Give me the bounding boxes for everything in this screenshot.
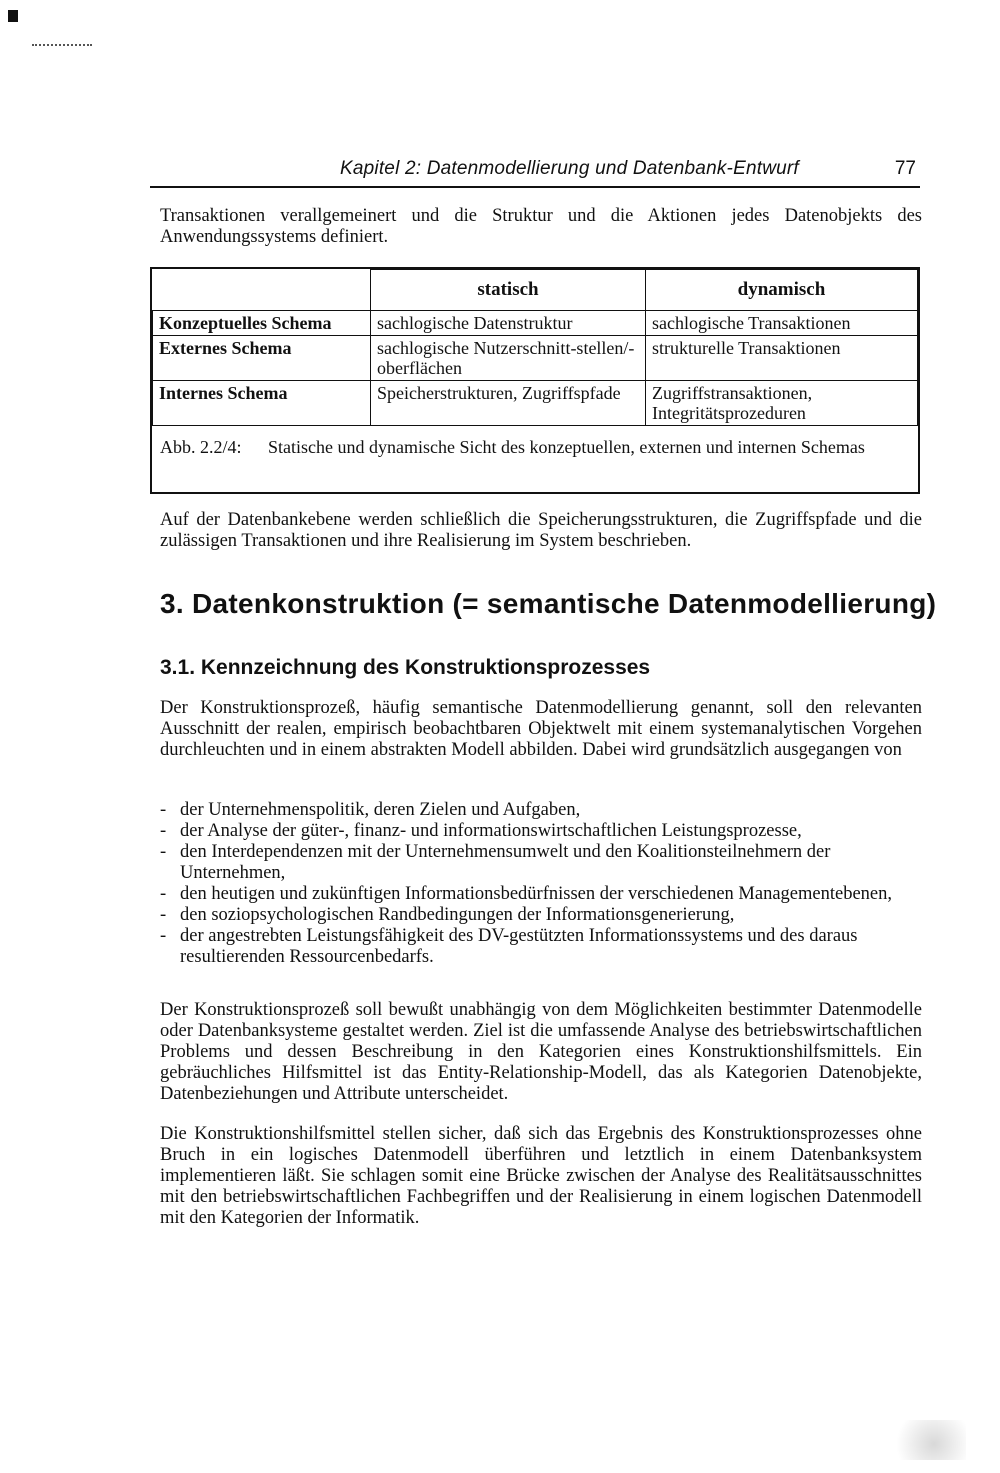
bullet-dash: - bbox=[160, 905, 167, 925]
body-paragraph-3: Die Konstruktionshilfsmittel stellen sicher, daß sich das Ergebnis des Konstruktionsprozesses ohne Bruch in ein logisches Datenmodell überführen und letztlich in einem Datenbanksystem implementieren läßt. Sie schlagen somit eine Brücke zwischen der Analyse des Realitätsausschnittes mit den betriebswirtschaftlichen Fachbegriffen und der Realisierung in einem logischen Datenmodell mit den Kategorien der Informatik. bbox=[160, 1124, 922, 1228]
caption-text: Statische und dynamische Sicht des konzeptuellen, externen und internen Schemas bbox=[268, 437, 865, 457]
bullet-list bbox=[160, 800, 922, 968]
schema-figure bbox=[150, 267, 920, 494]
header-static: statisch bbox=[371, 270, 646, 311]
list-item-text: der Unternehmenspolitik, deren Zielen und Aufgaben, bbox=[180, 800, 581, 820]
schema-table bbox=[152, 269, 918, 426]
cell-dynamic: strukturelle Transaktionen bbox=[646, 336, 918, 381]
caption-label: Abb. 2.2/4: bbox=[160, 437, 242, 457]
cell-dynamic: sachlogische Transaktionen bbox=[646, 311, 918, 336]
page-number: 77 bbox=[894, 158, 916, 179]
list-item-text: der angestrebten Leistungsfähigkeit des DV-gestützten Informationssystems und des daraus resultierenden Ressourcenbedarfs. bbox=[180, 926, 858, 967]
list-item-text: den Interdependenzen mit der Unternehmensumwelt und den Koalitionsteilnehmern der Unternehmen, bbox=[180, 842, 831, 883]
scan-artifact-corner bbox=[886, 1420, 966, 1460]
list-item bbox=[160, 800, 922, 821]
bullet-dash: - bbox=[160, 926, 167, 946]
bullet-dash: - bbox=[160, 800, 167, 820]
running-head bbox=[150, 158, 920, 188]
cell-dynamic: Zugriffstransaktionen, Integritätsprozeduren bbox=[646, 381, 918, 426]
table-row bbox=[153, 311, 918, 336]
bullet-dash: - bbox=[160, 842, 167, 862]
body-paragraph-2: Der Konstruktionsprozeß soll bewußt unabhängig von dem Möglichkeiten bestimmter Datenmodelle oder Datenbanksysteme gestaltet werden. Ziel ist die umfassende Analyse des betriebswirtschaftlichen Problems und dessen Beschreibung in den Kategorien eines Konstruktionshilfsmittels. Ein gebräuchliches Hilfsmittel ist das Entity-Relationship-Modell, das als Kategorien Datenobjekte, Datenbeziehungen und Attribute unterscheidet. bbox=[160, 1000, 922, 1104]
running-head-title: Kapitel 2: Datenmodellierung und Datenbank-Entwurf bbox=[340, 158, 799, 179]
list-item-text: den soziopsychologischen Randbedingungen der Informationsgenerierung, bbox=[180, 905, 735, 925]
list-item bbox=[160, 884, 922, 905]
table-corner-cell bbox=[153, 270, 371, 311]
cell-static: sachlogische Datenstruktur bbox=[371, 311, 646, 336]
list-item-text: der Analyse der güter-, finanz- und informationswirtschaftlichen Leistungsprozesse, bbox=[180, 821, 802, 841]
table-header-row bbox=[153, 270, 918, 311]
section-heading: 3.1. Kennzeichnung des Konstruktionsprozesses bbox=[160, 656, 651, 679]
list-item bbox=[160, 842, 922, 884]
cell-static: sachlogische Nutzerschnitt-stellen/-oberflächen bbox=[371, 336, 646, 381]
bullet-dash: - bbox=[160, 884, 167, 904]
chapter-heading: 3. Datenkonstruktion (= semantische Datenmodellierung) bbox=[160, 588, 937, 619]
list-item bbox=[160, 926, 922, 968]
row-label-intern: Internes Schema bbox=[153, 381, 371, 426]
row-label-konzeptuell: Konzeptuelles Schema bbox=[153, 311, 371, 336]
table-row bbox=[153, 381, 918, 426]
list-item-text: den heutigen und zukünftigen Informationsbedürfnissen der verschiedenen Managementebenen, bbox=[180, 884, 893, 904]
figure-caption bbox=[160, 437, 914, 457]
header-dynamic: dynamisch bbox=[646, 270, 918, 311]
intro-paragraph: Transaktionen verallgemeinert und die Struktur und die Aktionen jedes Datenobjekts des Anwendungssystems definiert. bbox=[160, 206, 922, 247]
cell-static: Speicherstrukturen, Zugriffspfade bbox=[371, 381, 646, 426]
bullet-dash: - bbox=[160, 821, 167, 841]
body-paragraph-1: Der Konstruktionsprozeß, häufig semantische Datenmodellierung genannt, soll den relevanten Ausschnitt der realen, empirisch beobachtbaren Objektwelt mit einem systemanalytischen Vorgehen durchleuchten und in einem abstrakten Modell abbilden. Dabei wird grundsätzlich ausgegangen von bbox=[160, 698, 922, 760]
list-item bbox=[160, 821, 922, 842]
scan-artifact-smudge bbox=[32, 44, 92, 50]
after-table-paragraph: Auf der Datenbankebene werden schließlich die Speicherungsstrukturen, die Zugriffspfade und die zulässigen Transaktionen und ihre Realisierung im System beschrieben. bbox=[160, 510, 922, 551]
scan-artifact-mark bbox=[8, 10, 18, 22]
row-label-extern: Externes Schema bbox=[153, 336, 371, 381]
list-item bbox=[160, 905, 922, 926]
table-row bbox=[153, 336, 918, 381]
